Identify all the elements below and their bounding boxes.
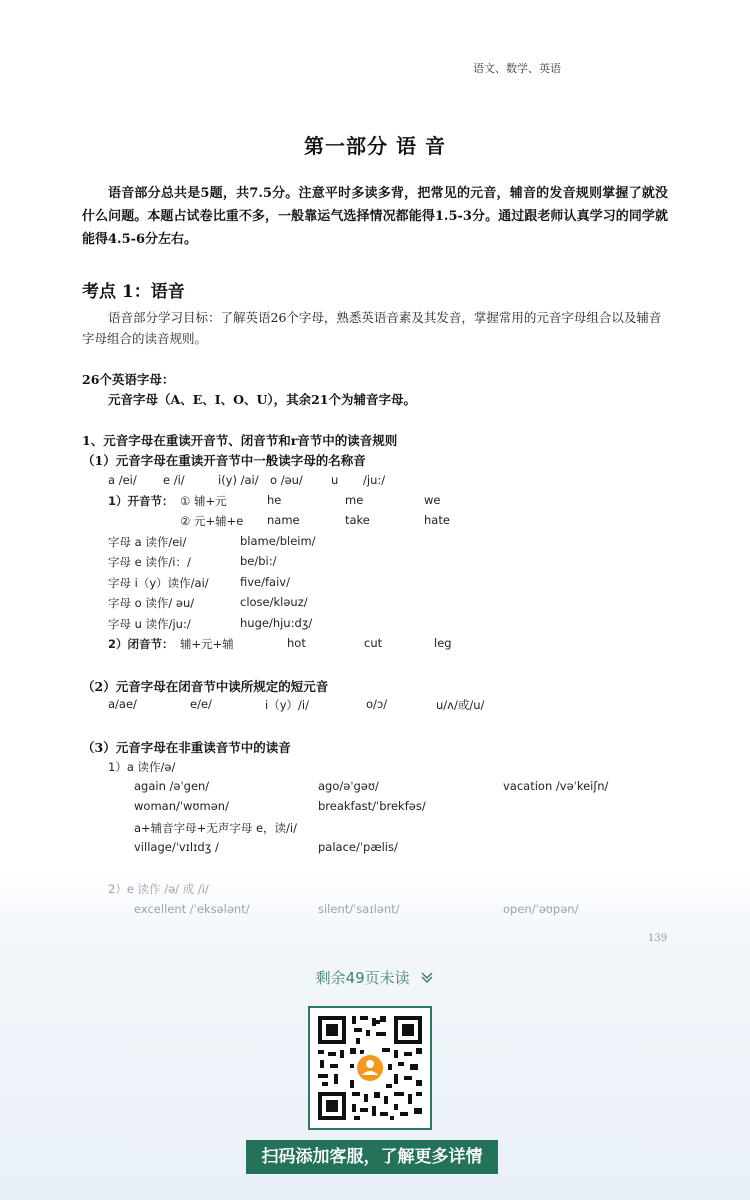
letter-rule: 字母 a 读作/ei/ [108, 535, 187, 549]
closed-syllable-label: 2）闭音节： [108, 637, 174, 651]
letter-rule: 字母 u 读作/ju:/ [108, 617, 191, 631]
open-pattern-1: ① 辅+元 [180, 494, 227, 508]
example-word: hate [424, 513, 450, 527]
letter-rule-example: close/kləuz/ [240, 595, 308, 609]
page-title: 第一部分 语 音 [304, 134, 446, 158]
subheading-2: （2）元音字母在闭音节中读所规定的短元音 [82, 679, 329, 694]
unstressed-example: woman/ˈwʊmən/ [134, 799, 229, 813]
subheading-1: （1）元音字母在重读开音节中一般读字母的名称音 [82, 453, 366, 468]
contact-service-button[interactable]: 扫码添加客服，了解更多详情 [246, 1140, 498, 1174]
open-syllable-label: 1）开音节： [108, 494, 174, 508]
name-sound: i(y) /ai/ [218, 473, 259, 487]
name-sound: o /əu/ [270, 473, 303, 487]
unstressed-example: breakfast/ˈbrekfəs/ [318, 799, 426, 813]
short-vowel: i（y）/i/ [265, 698, 309, 712]
unstressed-example: ago/əˈgəʊ/ [318, 779, 379, 793]
example-word: leg [434, 636, 452, 650]
short-vowel: a/ae/ [108, 697, 137, 711]
name-sound: /ju:/ [363, 473, 386, 487]
unstressed-example: silent/ˈsaɪlənt/ [318, 902, 400, 916]
qr-code [308, 1006, 432, 1130]
unstressed-example: palace/ˈpælis/ [318, 840, 398, 854]
closed-pattern: 辅+元+辅 [180, 637, 234, 651]
intro-paragraph: 语音部分总共是5题，共7.5分。注意平时多读多背，把常见的元音，辅音的发音规则掌握了就没什么问题。本题占试卷比重不多，一般靠运气选择情况都能得1.5-3分。通过跟老师认真学习的同学就能得4.5-6分左右。 [82, 186, 668, 247]
rule-heading-1: 1、元音字母在重读开音节、闭音节和r音节中的读音规则 [82, 433, 398, 448]
section-heading-kaodian: 考点 1：语音 [82, 282, 185, 302]
subheading-3: （3）元音字母在非重读音节中的读音 [82, 740, 291, 755]
example-word: take [345, 513, 370, 527]
short-vowel: o/ɔ/ [366, 697, 388, 711]
page-number: 139 [648, 933, 668, 944]
letter-rule: 字母 e 读作/i：/ [108, 555, 191, 569]
letter-rule-example: huge/hju:dʒ/ [240, 616, 313, 630]
unstressed-e-label: 2）e 读作 /ə/ 或 /i/ [108, 882, 209, 896]
chevron-down-icon [420, 970, 434, 988]
example-word: hot [287, 636, 306, 650]
vowel-letters-line: 元音字母（A、E、I、O、U），其余21个为辅音字母。 [108, 392, 417, 407]
unstressed-example: again /əˈgen/ [134, 779, 210, 793]
unstressed-example: vacation /vəˈkeiʃn/ [503, 779, 609, 793]
name-sound: a /ei/ [108, 473, 137, 487]
remaining-pages-label: 剩余49页未读 [315, 969, 410, 987]
letter-rule-example: blame/bleim/ [240, 534, 316, 548]
name-sound: e /i/ [163, 473, 185, 487]
unstressed-a-label: 1）a 读作/ə/ [108, 760, 176, 774]
name-sound: u [331, 473, 339, 487]
learning-goal: 语音部分学习目标：了解英语26个字母，熟悉英语音素及其发音，掌握常用的元音字母组合以及辅音字母组合的读音规则。 [82, 310, 662, 346]
letter-rule: 字母 i（y）读作/ai/ [108, 576, 209, 590]
header-subjects: 语文、数学、英语 [473, 62, 561, 75]
letter-rule-example: be/bi:/ [240, 554, 277, 568]
unstressed-example: village/ˈvɪlɪdʒ / [134, 840, 219, 854]
letter-rule: 字母 o 读作/ əu/ [108, 596, 195, 610]
unstressed-example: excellent /ˈeksələnt/ [134, 902, 250, 916]
letter-rule-example: five/faiv/ [240, 575, 290, 589]
letters-heading: 26个英语字母： [82, 372, 175, 387]
example-word: me [345, 493, 364, 507]
remaining-pages-link[interactable] [0, 967, 750, 988]
unstressed-example: open/ˈəʊpən/ [503, 902, 579, 916]
example-word: we [424, 493, 441, 507]
example-word: name [267, 513, 300, 527]
short-vowel: e/e/ [190, 697, 212, 711]
unstressed-note: a+辅音字母+无声字母 e，读/i/ [134, 821, 297, 835]
example-word: cut [364, 636, 383, 650]
open-pattern-2: ② 元+辅+e [180, 514, 244, 528]
example-word: he [267, 493, 282, 507]
short-vowel: u/ʌ/或/u/ [436, 698, 485, 712]
